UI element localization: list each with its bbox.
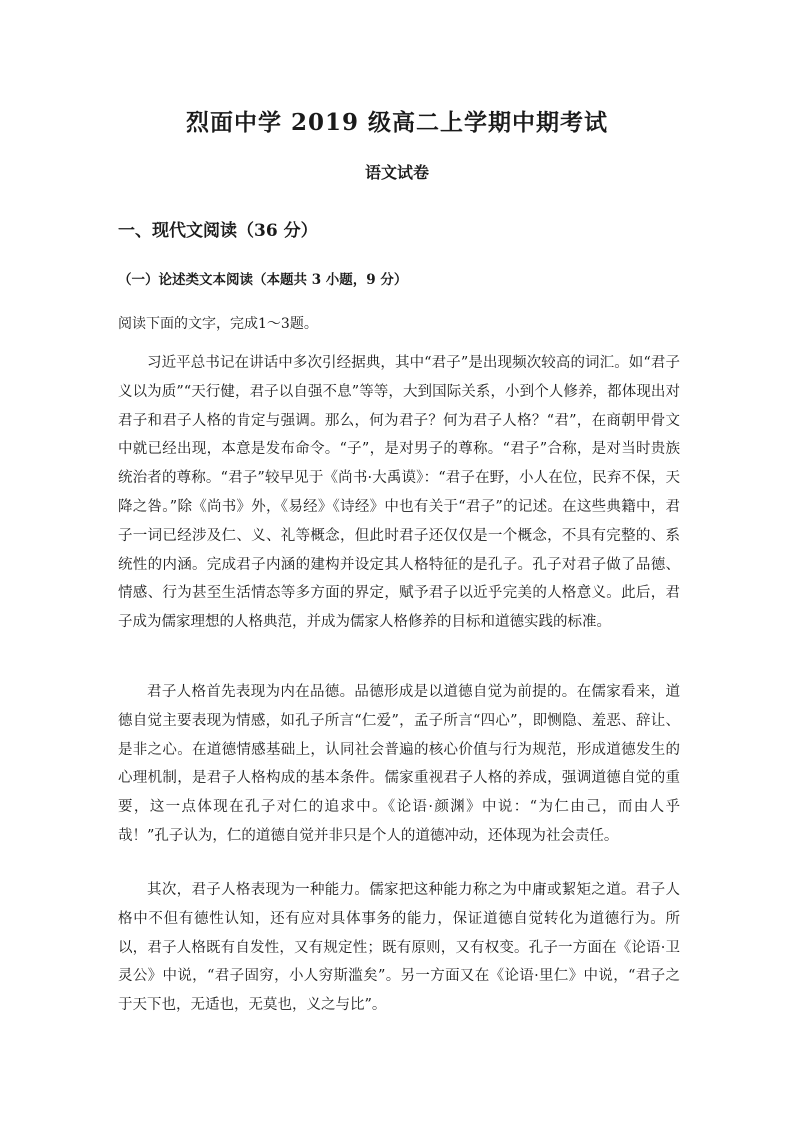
- section-heading: 一、现代文阅读（36 分）: [118, 221, 318, 241]
- exam-title: 烈面中学 2019 级高二上学期中期考试: [185, 109, 609, 136]
- passage-paragraph: 其次，君子人格表现为一种能力。儒家把这种能力称之为中庸或絜矩之道。君子人格中不但有德性认知，还有应对具体事务的能力，保证道德自觉转化为道德行为。所以，君子人格既有自发性，又有规定性；既有原则，又有权变。孔子一方面在《论语·卫灵公》中说，“君子固穷，小人穷斯滥矣”。另一方面又在《论语·里仁》中说，“君子之于天下也，无适也，无莫也，义之与比”。: [118, 882, 680, 1014]
- sub-section-heading: （一）论述类文本阅读（本题共 3 小题，9 分）: [118, 272, 408, 288]
- exam-subtitle: 语文试卷: [364, 163, 429, 182]
- passage-paragraph: 习近平总书记在讲话中多次引经据典，其中“君子”是出现频次较高的词汇。如“君子义以为质”“天行健，君子以自强不息”等等，大到国际关系，小到个人修养，都体现出对君子和君子人格的肯定与强调。那么，何为君子？何为君子人格？“君”，在商朝甲骨文中就已经出现，本意是发布命令。“子”，是对男子的尊称。“君子”合称，是对当时贵族统治者的尊称。“君子”较早见于《尚书·大禹谟》：“君子在野，小人在位，民弃不保，天降之咎。”除《尚书》外，《易经》《诗经》中也有关于“君子”的记述。在这些典籍中，君子一词已经涉及仁、义、礼等概念，但此时君子还仅仅是一个概念，不具有完整的、系统性的内涵。完成君子内涵的建构并设定其人格特征的是孔子。孔子对君子做了品德、情感、行为甚至生活情态等多方面的界定，赋予君子以近乎完美的人格意义。此后，君子成为儒家理想的人格典范，并成为儒家人格修养的目标和道德实践的标准。: [118, 355, 680, 631]
- reading-instruction: 阅读下面的文字，完成1～3题。: [118, 316, 318, 332]
- passage-paragraph: 君子人格首先表现为内在品德。品德形成是以道德自觉为前提的。在儒家看来，道德自觉主要表现为情感，如孔子所言“仁爱”，孟子所言“四心”，即恻隐、羞恶、辞让、是非之心。在道德情感基础上，认同社会普遍的核心价值与行为规范，形成道德发生的心理机制，是君子人格构成的基本条件。儒家重视君子人格的养成，强调道德自觉的重要，这一点体现在孔子对仁的追求中。《论语·颜渊》中说：“为仁由己，而由人乎哉！”孔子认为，仁的道德自觉并非只是个人的道德冲动，还体现为社会责任。: [118, 684, 680, 844]
